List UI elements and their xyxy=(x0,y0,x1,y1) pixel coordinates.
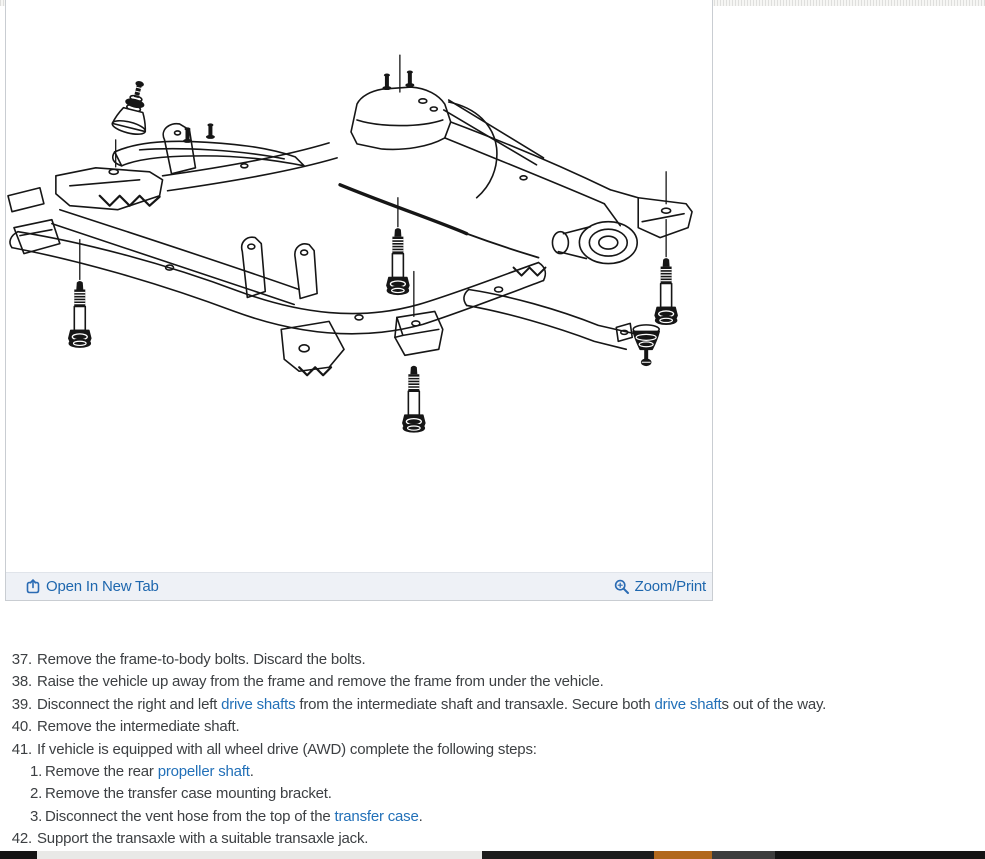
strip-segment xyxy=(712,851,775,859)
inline-link[interactable]: drive shafts xyxy=(221,695,296,713)
step-number: 42. xyxy=(11,830,32,848)
step-text: Disconnect the vent hose from the top of the transfer case. xyxy=(45,807,423,825)
magnifier-plus-icon xyxy=(614,579,630,595)
step-row xyxy=(10,761,980,783)
strip-segment xyxy=(482,851,654,859)
open-in-new-tab-link[interactable] xyxy=(26,578,159,595)
strip-segment xyxy=(775,851,985,859)
zoom-print-link[interactable] xyxy=(614,578,706,595)
step-text: Raise the vehicle up away from the frame and remove the frame from under the vehicle. xyxy=(37,673,604,691)
step-number: 41. xyxy=(11,740,32,758)
inline-link[interactable]: drive shaft xyxy=(654,695,722,713)
bolt-hole xyxy=(662,208,671,213)
leader-lines xyxy=(80,55,666,316)
figure-toolbar xyxy=(6,572,712,600)
step-text: Remove the intermediate shaft. xyxy=(37,718,240,736)
bolt-icon xyxy=(655,258,677,324)
step-text: Remove the frame-to-body bolts. Discard the bolts. xyxy=(37,651,366,668)
bolt-icon xyxy=(403,366,425,432)
step-number: 39. xyxy=(11,695,32,713)
open-in-new-tab-icon xyxy=(26,579,41,594)
step-row xyxy=(10,783,980,805)
step-number: 40. xyxy=(11,718,32,736)
zoom-print-label: Zoom/Print xyxy=(634,578,706,595)
strip-segment xyxy=(654,851,712,859)
steps-list xyxy=(10,649,980,851)
inline-link[interactable]: propeller shaft xyxy=(157,763,250,781)
step-row xyxy=(10,716,980,738)
step-row xyxy=(10,739,980,761)
step-text: If vehicle is equipped with all wheel drive (AWD) complete the following steps: xyxy=(37,740,537,758)
strip-segment xyxy=(0,851,37,859)
step-number: 37. xyxy=(11,651,32,668)
bolt-icon xyxy=(69,281,91,347)
inline-link[interactable]: transfer case xyxy=(334,807,419,825)
step-row xyxy=(10,828,980,850)
figure-panel xyxy=(5,0,713,601)
bolt-icon xyxy=(387,228,409,294)
step-row xyxy=(10,649,980,671)
step-text: Remove the transfer case mounting bracket. xyxy=(45,785,332,803)
step-number: 38. xyxy=(11,673,32,691)
open-in-new-tab-label: Open In New Tab xyxy=(46,578,159,595)
strip-segment xyxy=(37,851,482,859)
step-row xyxy=(10,694,980,716)
step-number: 3. xyxy=(30,807,43,825)
diagram-area xyxy=(6,0,712,571)
step-number: 1. xyxy=(30,763,43,781)
step-text: Support the transaxle with a suitable transaxle jack. xyxy=(37,830,369,848)
step-row xyxy=(10,671,980,693)
subframe-diagram xyxy=(6,0,712,571)
step-text: Disconnect the right and left drive shafts from the intermediate shaft and transaxle. Secure both drive shafts out of the way. xyxy=(37,695,827,713)
ball-joint-icon xyxy=(616,323,659,365)
step-row xyxy=(10,806,980,828)
bottom-edge-strip xyxy=(0,851,985,859)
step-text: Remove the rear propeller shaft. xyxy=(45,763,254,781)
step-number: 2. xyxy=(30,785,43,803)
ball-joint-icon xyxy=(111,78,157,137)
